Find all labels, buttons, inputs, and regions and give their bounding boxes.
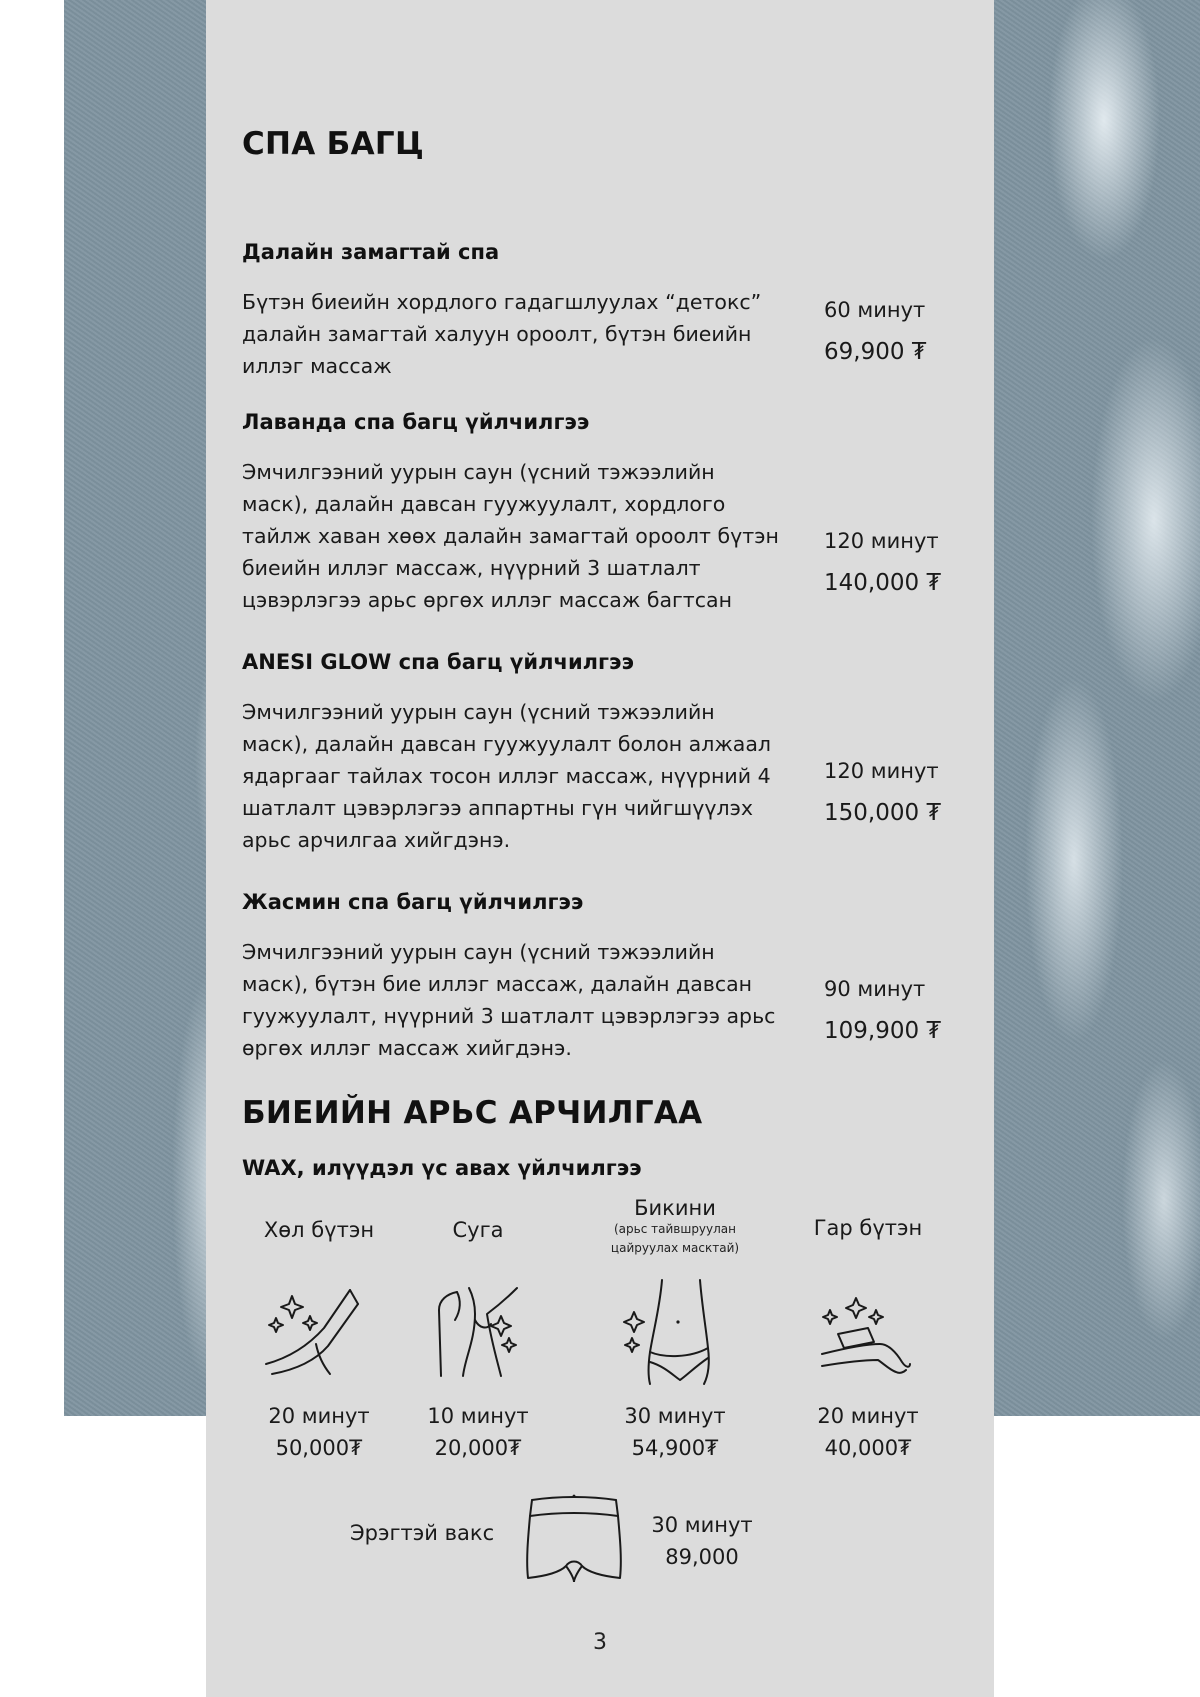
spa-item-title: Жасмин спа багц үйлчилгээ [242, 890, 584, 914]
men-briefs-icon [522, 1494, 626, 1582]
men-wax-price: 89,000 [665, 1545, 739, 1569]
spa-item-meta [824, 973, 964, 1047]
men-wax-label: Эрэгтэй вакс [350, 1521, 495, 1545]
spa-item-meta [824, 525, 964, 599]
leg-icon [258, 1280, 368, 1380]
spa-item-meta [824, 294, 964, 368]
bikini-icon [620, 1276, 730, 1386]
wax-item-price: 20,000₮ [434, 1436, 522, 1460]
wax-item-duration: 20 минут [268, 1404, 370, 1428]
spa-item-duration: 60 минут [824, 298, 926, 322]
spa-item-description: Эмчилгээний уурын саун (үсний тэжээлийн маск), далайн давсан гуужуулалт, хордлого тайлж хаван хөөх далайн замагтай ороолт бүтэн биеийн иллэг массаж, нүүрний 3 шатлалт цэвэрлэгээ арьс өргөх иллэг массаж багтсан [242, 460, 779, 612]
wax-item-info [773, 1400, 963, 1464]
spa-item-description: Эмчилгээний уурын саун (үсний тэжээлийн маск), далайн давсан гуужуулалт болон алжаал ядаргааг тайлах тосон иллэг массаж, нүүрний 4 шатлалт цэвэрлэгээ аппартны гүн чийгшүүлэх арьс арчилгаа хийгдэнэ. [242, 700, 772, 852]
spa-item-description: Бүтэн биеийн хордлого гадагшлуулах “детокс” далайн замагтай халуун ороолт, бүтэн биеийн иллэг массаж [242, 290, 762, 378]
wax-item-label-underarm: Суга [452, 1218, 504, 1242]
wax-item-duration: 30 минут [624, 1404, 726, 1428]
wax-subtitle: WAX, илүүдэл үс авах үйлчилгээ [242, 1156, 642, 1180]
page-number: 3 [593, 1630, 607, 1655]
spa-item-duration: 120 минут [824, 759, 939, 783]
spa-item-description: Эмчилгээний уурын саун (үсний тэжээлийн маск), бүтэн бие иллэг массаж, далайн давсан гуужуулалт, нүүрний 3 шатлалт цэвэрлэгээ арьс өргөх иллэг массаж хийгдэнэ. [242, 940, 776, 1060]
spa-item-title: Лаванда спа багц үйлчилгээ [242, 410, 590, 434]
spa-item-price: 109,900 ₮ [824, 1018, 942, 1044]
spa-item-meta [824, 755, 964, 829]
spa-item-price: 69,900 ₮ [824, 339, 927, 365]
spa-item-title: Далайн замагтай спа [242, 240, 500, 264]
wax-item-label-bikini: Бикини (арьс тайвшруулан цайруулах масктай) [580, 1196, 770, 1258]
wax-item-label-leg: Хөл бүтэн [263, 1218, 375, 1242]
spa-section-title: СПА БАГЦ [242, 126, 425, 162]
wax-item-duration: 10 минут [427, 1404, 529, 1428]
spa-item-price: 150,000 ₮ [824, 800, 942, 826]
wax-item-price: 50,000₮ [275, 1436, 363, 1460]
men-wax-duration: 30 минут [651, 1513, 753, 1537]
arm-icon [816, 1284, 916, 1380]
wax-item-info [580, 1400, 770, 1464]
wax-item-note: (арьс тайвшруулан цайруулах масктай) [610, 1222, 740, 1255]
wax-item-price: 40,000₮ [824, 1436, 912, 1460]
men-wax-info [625, 1509, 779, 1573]
wax-item-duration: 20 минут [817, 1404, 919, 1428]
spa-item-duration: 120 минут [824, 529, 939, 553]
body-care-section-title: БИЕИЙН АРЬС АРЧИЛГАА [242, 1095, 703, 1131]
wax-item-info [383, 1400, 573, 1464]
wax-item-label-arm: Гар бүтэн [813, 1216, 923, 1240]
underarm-icon [435, 1280, 525, 1380]
wax-item-price: 54,900₮ [631, 1436, 719, 1460]
spa-item-title: ANESI GLOW спа багц үйлчилгээ [242, 650, 634, 674]
spa-item-price: 140,000 ₮ [824, 570, 942, 596]
spa-item-duration: 90 минут [824, 977, 926, 1001]
